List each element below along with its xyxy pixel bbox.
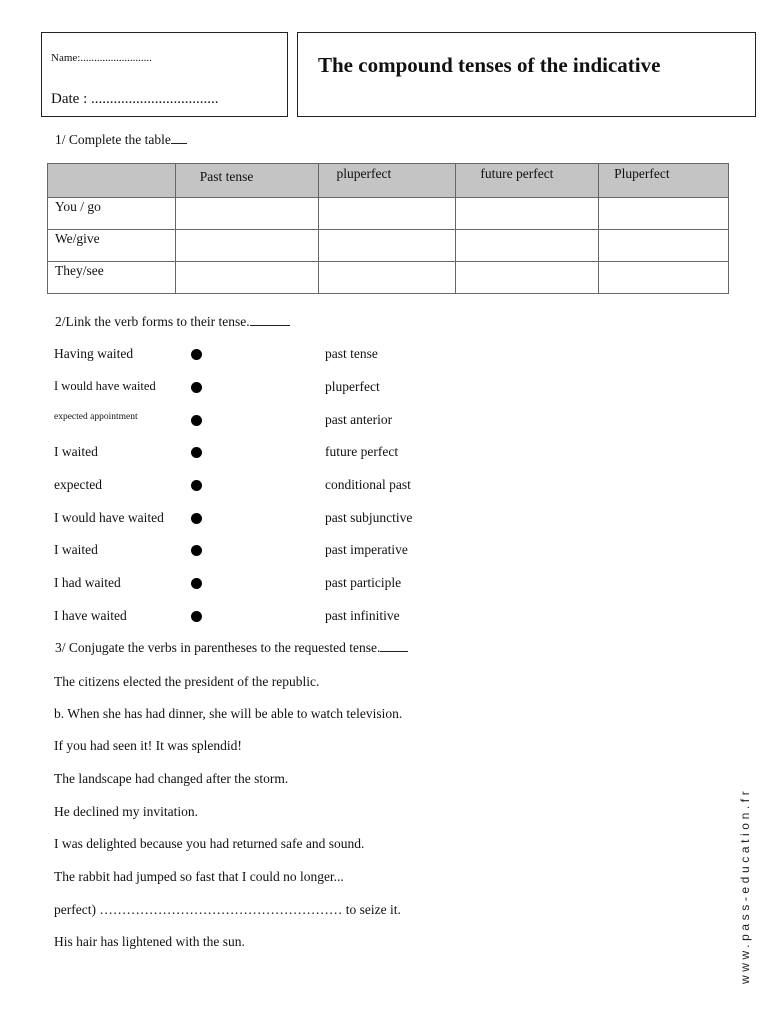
date-field[interactable]: Date : ..................................	[51, 91, 219, 107]
table-header-cell: Pluperfect	[599, 164, 729, 198]
tense-item: past participle	[325, 575, 402, 590]
name-field[interactable]: Name:..........................	[51, 52, 152, 64]
table-header-cell: Past tense	[175, 164, 318, 198]
table-cell-input[interactable]	[456, 198, 599, 230]
exercise-sentence: He declined my invitation.	[54, 804, 198, 819]
site-watermark: www.pass-education.fr	[738, 787, 752, 984]
exercise-sentence: The landscape had changed after the storm.	[54, 771, 289, 786]
tense-item: past imperative	[325, 542, 408, 557]
table-cell-input[interactable]	[175, 230, 318, 262]
tense-item: past infinitive	[325, 608, 400, 623]
table-cell-input[interactable]	[599, 198, 729, 230]
title-box	[297, 32, 756, 117]
link-dot[interactable]	[191, 415, 202, 426]
page-title: The compound tenses of the indicative	[318, 53, 661, 77]
verb-form-item: I have waited	[54, 608, 127, 623]
link-dot[interactable]	[191, 382, 202, 393]
tense-item: pluperfect	[325, 379, 380, 394]
exercise-sentence: The citizens elected the president of the republic.	[54, 674, 320, 689]
exercise-sentence: His hair has lightened with the sun.	[54, 934, 245, 949]
table-cell-input[interactable]	[318, 262, 456, 294]
table-row-label: They/see	[48, 262, 176, 294]
verb-form-item: I had waited	[54, 575, 121, 590]
exercise-sentence: b. When she has had dinner, she will be able to watch television.	[54, 706, 403, 721]
link-dot[interactable]	[191, 349, 202, 360]
verb-form-item: Having waited	[54, 346, 134, 361]
table-row-label: You / go	[48, 198, 176, 230]
tense-item: past subjunctive	[325, 510, 413, 525]
tense-item: past anterior	[325, 412, 393, 427]
link-dot[interactable]	[191, 578, 202, 589]
tense-item: future perfect	[325, 444, 399, 459]
heading-underline	[171, 142, 187, 144]
table-header-cell	[48, 164, 176, 198]
tense-table	[47, 163, 729, 294]
table-cell-input[interactable]	[175, 262, 318, 294]
table-cell-input[interactable]	[456, 262, 599, 294]
exercise-sentence: If you had seen it! It was splendid!	[54, 738, 242, 753]
table-header-cell: pluperfect	[318, 164, 456, 198]
table-header-row	[48, 164, 729, 198]
student-info-box	[41, 32, 288, 117]
link-dot[interactable]	[191, 447, 202, 458]
exercise-sentence[interactable]: perfect) ……………………………………………… to seize it.	[54, 902, 401, 917]
tense-item: conditional past	[325, 477, 411, 492]
verb-form-item: I would have waited	[54, 510, 164, 525]
table-header-cell: future perfect	[456, 164, 599, 198]
link-dot[interactable]	[191, 480, 202, 491]
table-cell-input[interactable]	[599, 230, 729, 262]
exercise-sentence: I was delighted because you had returned safe and sound.	[54, 836, 365, 851]
table-cell-input[interactable]	[318, 230, 456, 262]
section1-heading	[55, 132, 187, 148]
exercise-sentence: The rabbit had jumped so fast that I could no longer...	[54, 869, 344, 884]
verb-form-item: I waited	[54, 542, 98, 557]
verb-form-item: expected appointment	[54, 412, 138, 422]
section2-heading-text: 2/Link the verb forms to their tense.	[55, 314, 250, 329]
table-cell-input[interactable]	[456, 230, 599, 262]
table-cell-input[interactable]	[175, 198, 318, 230]
table-row	[48, 230, 729, 262]
table-row-label: We/give	[48, 230, 176, 262]
table-row	[48, 198, 729, 230]
section1-heading-text: 1/ Complete the table	[55, 132, 171, 147]
tense-item: past tense	[325, 346, 378, 361]
verb-form-item: I would have waited	[54, 379, 156, 393]
link-dot[interactable]	[191, 545, 202, 556]
link-dot[interactable]	[191, 513, 202, 524]
verb-form-item: I waited	[54, 444, 98, 459]
heading-underline	[380, 650, 408, 652]
heading-underline	[250, 324, 290, 326]
link-dot[interactable]	[191, 611, 202, 622]
section3-heading	[55, 640, 408, 656]
section3-heading-text: 3/ Conjugate the verbs in parentheses to the requested tense.	[55, 640, 381, 655]
table-row	[48, 262, 729, 294]
section2-heading	[55, 314, 290, 330]
verb-form-item: expected	[54, 477, 102, 492]
table-cell-input[interactable]	[599, 262, 729, 294]
table-cell-input[interactable]	[318, 198, 456, 230]
